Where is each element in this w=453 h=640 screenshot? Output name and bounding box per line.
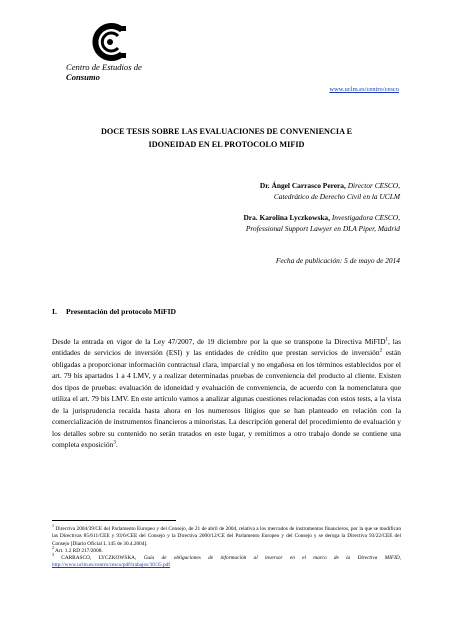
publication-date: Fecha de publicación: 5 de mayo de 2014: [275, 256, 400, 265]
footnote-text: Art. 1.2 RD 217/2008.: [54, 547, 103, 554]
footnote-divider: [52, 520, 176, 521]
footnotes: [52, 523, 401, 570]
author-affiliation: Catedrático de Derecho Civil en la UCLM: [273, 192, 400, 201]
footnote-number: 1: [52, 523, 54, 529]
author-role: Investigadora CESCO,: [329, 213, 400, 222]
footnote-link[interactable]: http://www.uclm.es/centro/cesco/pdf/trabajos/30/35.pdf: [52, 562, 171, 569]
author-affiliation: Professional Support Lawyer en DLA Piper, Madrid: [245, 224, 400, 233]
footnote-3: [52, 552, 401, 570]
author-entry: [70, 212, 400, 234]
footnote-ref-1[interactable]: 1: [385, 337, 388, 343]
authors-block: [70, 180, 400, 244]
document-title: [40, 125, 413, 151]
footnote-work-title: Guía de obligaciones de información al inversor en el marco de la Directiva MIFID: [143, 555, 400, 562]
paragraph-text-1: Desde la entrada en vigor de la Ley 47/2007, de 19 diciembre por la que se transpone la Directiva MiFID: [52, 337, 386, 346]
author-name: Dra. Karolina Lyczkowska,: [243, 213, 330, 222]
footnote-number: 3: [52, 552, 54, 558]
footnote-ref-2[interactable]: 2: [379, 348, 383, 354]
title-line-2: IDONEIDAD EN EL PROTOCOLO MIFID: [148, 140, 305, 149]
author-entry: [70, 180, 400, 202]
section-title: Presentación del protocolo MiFID: [66, 307, 177, 316]
cesco-logo-mark: [90, 22, 130, 62]
title-line-1: DOCE TESIS SOBRE LAS EVALUACIONES DE CONVENIENCIA E: [100, 127, 353, 136]
footnote-text: CARRASCO, LYCZKOWSKA,: [54, 555, 144, 562]
logo-text: [66, 62, 186, 82]
section-heading: [52, 307, 176, 316]
section-number: I.: [52, 307, 57, 316]
logo-line-1: Centro de Estudios de: [66, 62, 142, 72]
site-link[interactable]: www.uclm.es/centro/cesco: [329, 86, 399, 93]
author-line: [70, 212, 400, 223]
paragraph-text-3: están obligadas a proporcionar información contractual clara, imparcial y no engañosa en los términos establecidos por el art. 79 bis apartados 1 a 4 LMV, y a realizar determinadas pruebas de conveniencia del producto al cliente. Existen dos tipos de pruebas: evaluación de idoneidad y evaluación de conveniencia, de acuerdo con la nomenclatura que utiliza el art. 79 bis LMV. En este artículo vamos a analizar algunas cuestiones relacionadas con estos tests, a la vista de la jurisprudencia recaída hasta ahora en los numerosos litigios que se han planteado en relación con la comercialización de instrumentos financieros a minoristas. La descripción general del procedimiento de evaluación y los detalles sobre su contenido no serán tratados en este lugar, y remitimos a otro trabajo donde se contiene una completa exposición: [52, 348, 401, 450]
logo-line-2: Consumo: [66, 72, 100, 82]
paragraph-text-2: , las entidades de servicios de inversión (ESI) y las entidades de crédito que prestan servicios de inversión: [52, 337, 401, 358]
paragraph-text-4: .: [115, 440, 118, 450]
author-name: Dr. Ángel Carrasco Perera,: [259, 181, 346, 190]
footnote-number: 2: [52, 545, 54, 551]
footnote-ref-3[interactable]: 3: [113, 440, 116, 446]
footnote-text: Directiva 2004/39/CE del Parlamento Europeo y del Consejo, de 21 de abril de 2004, relativa a los mercados de instrumentos financieros, por la que se modifican las Directivas 85/611/CEE y 93/6/CEE del Consejo y la Directiva 2000/12/CE del Parlamento Europeo y del Consejo y se deroga la Directiva 93/22/CEE del Consejo [Diario Oficial L 145 de 30.4.2004].: [52, 526, 401, 547]
body-paragraph: [52, 336, 401, 451]
footnote-separator: ,: [399, 555, 401, 562]
author-role: Director CESCO,: [345, 181, 400, 190]
author-line: [70, 180, 400, 191]
